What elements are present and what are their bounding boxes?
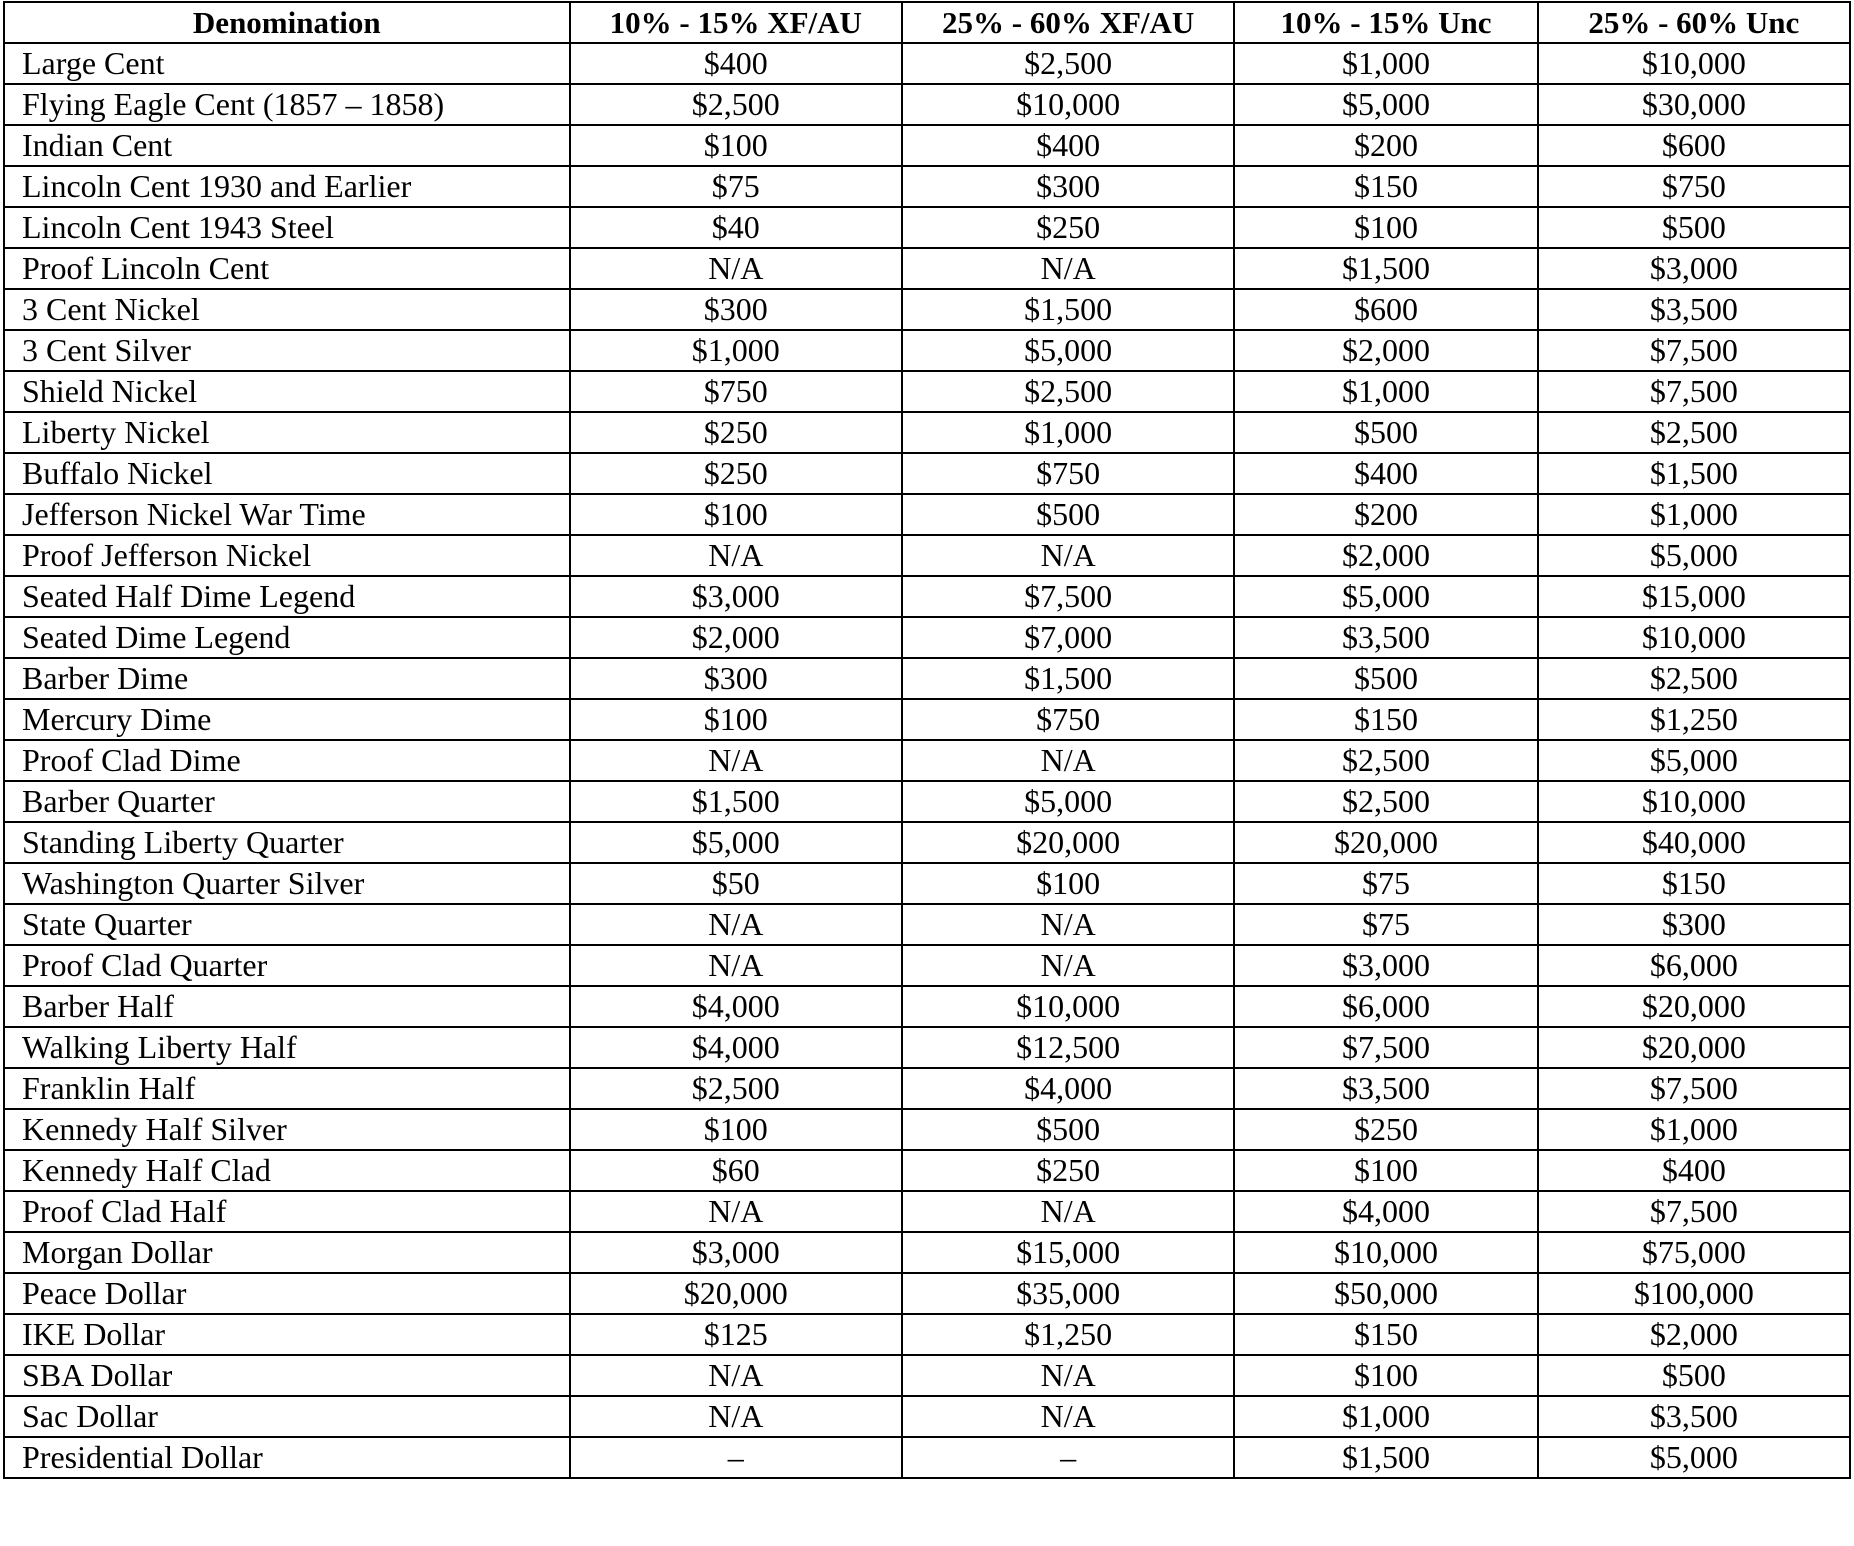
table-row: [4, 576, 1850, 617]
xf-au-low-cell: $50: [570, 863, 902, 904]
unc-low-cell: $2,000: [1234, 535, 1537, 576]
xf-au-high-cell: $20,000: [902, 822, 1234, 863]
unc-high-cell: $6,000: [1538, 945, 1850, 986]
unc-low-cell: $3,000: [1234, 945, 1537, 986]
xf-au-low-cell: $4,000: [570, 986, 902, 1027]
unc-high-cell: $20,000: [1538, 1027, 1850, 1068]
unc-high-cell: $10,000: [1538, 617, 1850, 658]
unc-high-cell: $30,000: [1538, 84, 1850, 125]
unc-high-cell: $3,000: [1538, 248, 1850, 289]
unc-high-cell: $5,000: [1538, 740, 1850, 781]
xf-au-low-cell: N/A: [570, 248, 902, 289]
unc-low-cell: $2,500: [1234, 740, 1537, 781]
unc-high-cell: $7,500: [1538, 1068, 1850, 1109]
xf-au-low-cell: N/A: [570, 1355, 902, 1396]
unc-low-cell: $1,500: [1234, 248, 1537, 289]
table-row: [4, 535, 1850, 576]
denomination-cell: Washington Quarter Silver: [4, 863, 570, 904]
unc-low-cell: $600: [1234, 289, 1537, 330]
unc-high-cell: $5,000: [1538, 1437, 1850, 1478]
unc-low-cell: $200: [1234, 494, 1537, 535]
denomination-cell: Proof Clad Quarter: [4, 945, 570, 986]
denomination-cell: Proof Jefferson Nickel: [4, 535, 570, 576]
denomination-cell: Large Cent: [4, 43, 570, 84]
denomination-cell: Sac Dollar: [4, 1396, 570, 1437]
table-row: [4, 617, 1850, 658]
xf-au-high-cell: $2,500: [902, 371, 1234, 412]
denomination-cell: State Quarter: [4, 904, 570, 945]
xf-au-high-cell: $1,500: [902, 289, 1234, 330]
unc-low-cell: $50,000: [1234, 1273, 1537, 1314]
xf-au-low-cell: $400: [570, 43, 902, 84]
xf-au-high-cell: $300: [902, 166, 1234, 207]
xf-au-low-cell: $4,000: [570, 1027, 902, 1068]
table-row: [4, 1191, 1850, 1232]
xf-au-low-cell: $60: [570, 1150, 902, 1191]
denomination-cell: Proof Clad Half: [4, 1191, 570, 1232]
unc-high-cell: $3,500: [1538, 289, 1850, 330]
xf-au-low-cell: $300: [570, 658, 902, 699]
denomination-cell: Seated Dime Legend: [4, 617, 570, 658]
table-row: [4, 289, 1850, 330]
unc-high-cell: $600: [1538, 125, 1850, 166]
unc-high-cell: $10,000: [1538, 43, 1850, 84]
column-header-xf-au-high: 25% - 60% XF/AU: [902, 2, 1234, 43]
table-row: [4, 863, 1850, 904]
unc-low-cell: $500: [1234, 658, 1537, 699]
unc-low-cell: $10,000: [1234, 1232, 1537, 1273]
unc-high-cell: $15,000: [1538, 576, 1850, 617]
table-row: [4, 412, 1850, 453]
table-row: [4, 1396, 1850, 1437]
table-row: [4, 1150, 1850, 1191]
xf-au-high-cell: –: [902, 1437, 1234, 1478]
unc-low-cell: $4,000: [1234, 1191, 1537, 1232]
xf-au-low-cell: $1,500: [570, 781, 902, 822]
xf-au-low-cell: $100: [570, 125, 902, 166]
unc-low-cell: $250: [1234, 1109, 1537, 1150]
column-header-unc-low: 10% - 15% Unc: [1234, 2, 1537, 43]
table-row: [4, 1109, 1850, 1150]
xf-au-high-cell: $500: [902, 494, 1234, 535]
unc-low-cell: $5,000: [1234, 576, 1537, 617]
denomination-cell: Franklin Half: [4, 1068, 570, 1109]
xf-au-high-cell: N/A: [902, 945, 1234, 986]
denomination-cell: SBA Dollar: [4, 1355, 570, 1396]
xf-au-high-cell: $7,000: [902, 617, 1234, 658]
table-row: [4, 781, 1850, 822]
unc-high-cell: $1,250: [1538, 699, 1850, 740]
xf-au-high-cell: $7,500: [902, 576, 1234, 617]
xf-au-low-cell: $3,000: [570, 576, 902, 617]
unc-low-cell: $1,000: [1234, 371, 1537, 412]
xf-au-low-cell: $1,000: [570, 330, 902, 371]
unc-low-cell: $2,000: [1234, 330, 1537, 371]
unc-low-cell: $3,500: [1234, 1068, 1537, 1109]
denomination-cell: Peace Dollar: [4, 1273, 570, 1314]
unc-low-cell: $5,000: [1234, 84, 1537, 125]
denomination-cell: Buffalo Nickel: [4, 453, 570, 494]
xf-au-high-cell: N/A: [902, 535, 1234, 576]
xf-au-high-cell: $1,500: [902, 658, 1234, 699]
xf-au-low-cell: $5,000: [570, 822, 902, 863]
unc-high-cell: $7,500: [1538, 1191, 1850, 1232]
xf-au-low-cell: $20,000: [570, 1273, 902, 1314]
xf-au-low-cell: $300: [570, 289, 902, 330]
xf-au-high-cell: $1,000: [902, 412, 1234, 453]
xf-au-low-cell: $40: [570, 207, 902, 248]
table-row: [4, 125, 1850, 166]
unc-low-cell: $1,000: [1234, 1396, 1537, 1437]
unc-low-cell: $1,500: [1234, 1437, 1537, 1478]
denomination-cell: Standing Liberty Quarter: [4, 822, 570, 863]
denomination-cell: Shield Nickel: [4, 371, 570, 412]
unc-low-cell: $400: [1234, 453, 1537, 494]
denomination-cell: IKE Dollar: [4, 1314, 570, 1355]
xf-au-low-cell: N/A: [570, 904, 902, 945]
xf-au-high-cell: $250: [902, 1150, 1234, 1191]
table-row: [4, 330, 1850, 371]
xf-au-low-cell: $100: [570, 699, 902, 740]
xf-au-high-cell: N/A: [902, 1355, 1234, 1396]
unc-low-cell: $100: [1234, 1355, 1537, 1396]
unc-high-cell: $2,000: [1538, 1314, 1850, 1355]
xf-au-low-cell: $2,500: [570, 84, 902, 125]
unc-high-cell: $500: [1538, 207, 1850, 248]
denomination-cell: Kennedy Half Clad: [4, 1150, 570, 1191]
table-row: [4, 1437, 1850, 1478]
unc-high-cell: $75,000: [1538, 1232, 1850, 1273]
xf-au-high-cell: $10,000: [902, 84, 1234, 125]
table-row: [4, 371, 1850, 412]
unc-high-cell: $5,000: [1538, 535, 1850, 576]
unc-high-cell: $100,000: [1538, 1273, 1850, 1314]
denomination-cell: Barber Quarter: [4, 781, 570, 822]
xf-au-high-cell: $500: [902, 1109, 1234, 1150]
denomination-cell: Mercury Dime: [4, 699, 570, 740]
table-row: [4, 904, 1850, 945]
xf-au-low-cell: N/A: [570, 1396, 902, 1437]
xf-au-low-cell: $250: [570, 412, 902, 453]
denomination-cell: Lincoln Cent 1943 Steel: [4, 207, 570, 248]
denomination-cell: Lincoln Cent 1930 and Earlier: [4, 166, 570, 207]
xf-au-low-cell: $2,000: [570, 617, 902, 658]
denomination-cell: Seated Half Dime Legend: [4, 576, 570, 617]
unc-low-cell: $150: [1234, 699, 1537, 740]
xf-au-high-cell: $35,000: [902, 1273, 1234, 1314]
unc-low-cell: $7,500: [1234, 1027, 1537, 1068]
xf-au-high-cell: N/A: [902, 1396, 1234, 1437]
unc-low-cell: $200: [1234, 125, 1537, 166]
xf-au-low-cell: $250: [570, 453, 902, 494]
denomination-cell: Morgan Dollar: [4, 1232, 570, 1273]
table-row: [4, 1273, 1850, 1314]
denomination-cell: Liberty Nickel: [4, 412, 570, 453]
column-header-xf-au-low: 10% - 15% XF/AU: [570, 2, 902, 43]
xf-au-low-cell: N/A: [570, 945, 902, 986]
unc-high-cell: $750: [1538, 166, 1850, 207]
header-row: [4, 2, 1850, 43]
unc-low-cell: $75: [1234, 904, 1537, 945]
denomination-cell: Presidential Dollar: [4, 1437, 570, 1478]
table-row: [4, 166, 1850, 207]
xf-au-low-cell: $100: [570, 494, 902, 535]
unc-high-cell: $40,000: [1538, 822, 1850, 863]
xf-au-high-cell: $5,000: [902, 330, 1234, 371]
unc-high-cell: $2,500: [1538, 658, 1850, 699]
unc-low-cell: $20,000: [1234, 822, 1537, 863]
xf-au-low-cell: $2,500: [570, 1068, 902, 1109]
xf-au-high-cell: N/A: [902, 1191, 1234, 1232]
xf-au-high-cell: $400: [902, 125, 1234, 166]
unc-high-cell: $300: [1538, 904, 1850, 945]
xf-au-high-cell: N/A: [902, 904, 1234, 945]
price-table: [3, 1, 1851, 1479]
unc-high-cell: $2,500: [1538, 412, 1850, 453]
xf-au-high-cell: $10,000: [902, 986, 1234, 1027]
unc-low-cell: $75: [1234, 863, 1537, 904]
table-row: [4, 740, 1850, 781]
xf-au-high-cell: $5,000: [902, 781, 1234, 822]
unc-low-cell: $100: [1234, 1150, 1537, 1191]
table-body: [4, 43, 1850, 1478]
unc-low-cell: $500: [1234, 412, 1537, 453]
xf-au-high-cell: $1,250: [902, 1314, 1234, 1355]
unc-low-cell: $6,000: [1234, 986, 1537, 1027]
xf-au-low-cell: N/A: [570, 535, 902, 576]
xf-au-low-cell: $750: [570, 371, 902, 412]
denomination-cell: Barber Half: [4, 986, 570, 1027]
denomination-cell: Jefferson Nickel War Time: [4, 494, 570, 535]
xf-au-low-cell: $75: [570, 166, 902, 207]
unc-high-cell: $1,500: [1538, 453, 1850, 494]
table-row: [4, 207, 1850, 248]
unc-high-cell: $1,000: [1538, 494, 1850, 535]
table-row: [4, 945, 1850, 986]
denomination-cell: Indian Cent: [4, 125, 570, 166]
denomination-cell: 3 Cent Nickel: [4, 289, 570, 330]
unc-low-cell: $3,500: [1234, 617, 1537, 658]
table-row: [4, 1314, 1850, 1355]
xf-au-low-cell: $100: [570, 1109, 902, 1150]
unc-high-cell: $400: [1538, 1150, 1850, 1191]
xf-au-high-cell: N/A: [902, 248, 1234, 289]
unc-high-cell: $7,500: [1538, 330, 1850, 371]
denomination-cell: Proof Clad Dime: [4, 740, 570, 781]
table-row: [4, 494, 1850, 535]
xf-au-high-cell: $2,500: [902, 43, 1234, 84]
unc-high-cell: $500: [1538, 1355, 1850, 1396]
table-row: [4, 822, 1850, 863]
unc-high-cell: $10,000: [1538, 781, 1850, 822]
xf-au-high-cell: $12,500: [902, 1027, 1234, 1068]
xf-au-low-cell: $3,000: [570, 1232, 902, 1273]
xf-au-high-cell: $750: [902, 453, 1234, 494]
denomination-cell: Walking Liberty Half: [4, 1027, 570, 1068]
unc-high-cell: $1,000: [1538, 1109, 1850, 1150]
table-row: [4, 1068, 1850, 1109]
column-header-denomination: Denomination: [4, 2, 570, 43]
xf-au-high-cell: N/A: [902, 740, 1234, 781]
xf-au-high-cell: $750: [902, 699, 1234, 740]
xf-au-high-cell: $250: [902, 207, 1234, 248]
table-row: [4, 1027, 1850, 1068]
xf-au-high-cell: $100: [902, 863, 1234, 904]
denomination-cell: Kennedy Half Silver: [4, 1109, 570, 1150]
table-row: [4, 43, 1850, 84]
unc-low-cell: $2,500: [1234, 781, 1537, 822]
xf-au-high-cell: $4,000: [902, 1068, 1234, 1109]
table-row: [4, 453, 1850, 494]
table-row: [4, 84, 1850, 125]
xf-au-low-cell: $125: [570, 1314, 902, 1355]
xf-au-low-cell: N/A: [570, 1191, 902, 1232]
table-row: [4, 1355, 1850, 1396]
unc-high-cell: $150: [1538, 863, 1850, 904]
unc-low-cell: $150: [1234, 1314, 1537, 1355]
denomination-cell: Proof Lincoln Cent: [4, 248, 570, 289]
column-header-unc-high: 25% - 60% Unc: [1538, 2, 1850, 43]
unc-high-cell: $7,500: [1538, 371, 1850, 412]
unc-high-cell: $3,500: [1538, 1396, 1850, 1437]
table-row: [4, 658, 1850, 699]
unc-low-cell: $100: [1234, 207, 1537, 248]
unc-low-cell: $150: [1234, 166, 1537, 207]
table-row: [4, 248, 1850, 289]
denomination-cell: Flying Eagle Cent (1857 – 1858): [4, 84, 570, 125]
table-row: [4, 699, 1850, 740]
table-row: [4, 986, 1850, 1027]
xf-au-high-cell: $15,000: [902, 1232, 1234, 1273]
denomination-cell: 3 Cent Silver: [4, 330, 570, 371]
unc-high-cell: $20,000: [1538, 986, 1850, 1027]
table-row: [4, 1232, 1850, 1273]
denomination-cell: Barber Dime: [4, 658, 570, 699]
unc-low-cell: $1,000: [1234, 43, 1537, 84]
xf-au-low-cell: –: [570, 1437, 902, 1478]
xf-au-low-cell: N/A: [570, 740, 902, 781]
